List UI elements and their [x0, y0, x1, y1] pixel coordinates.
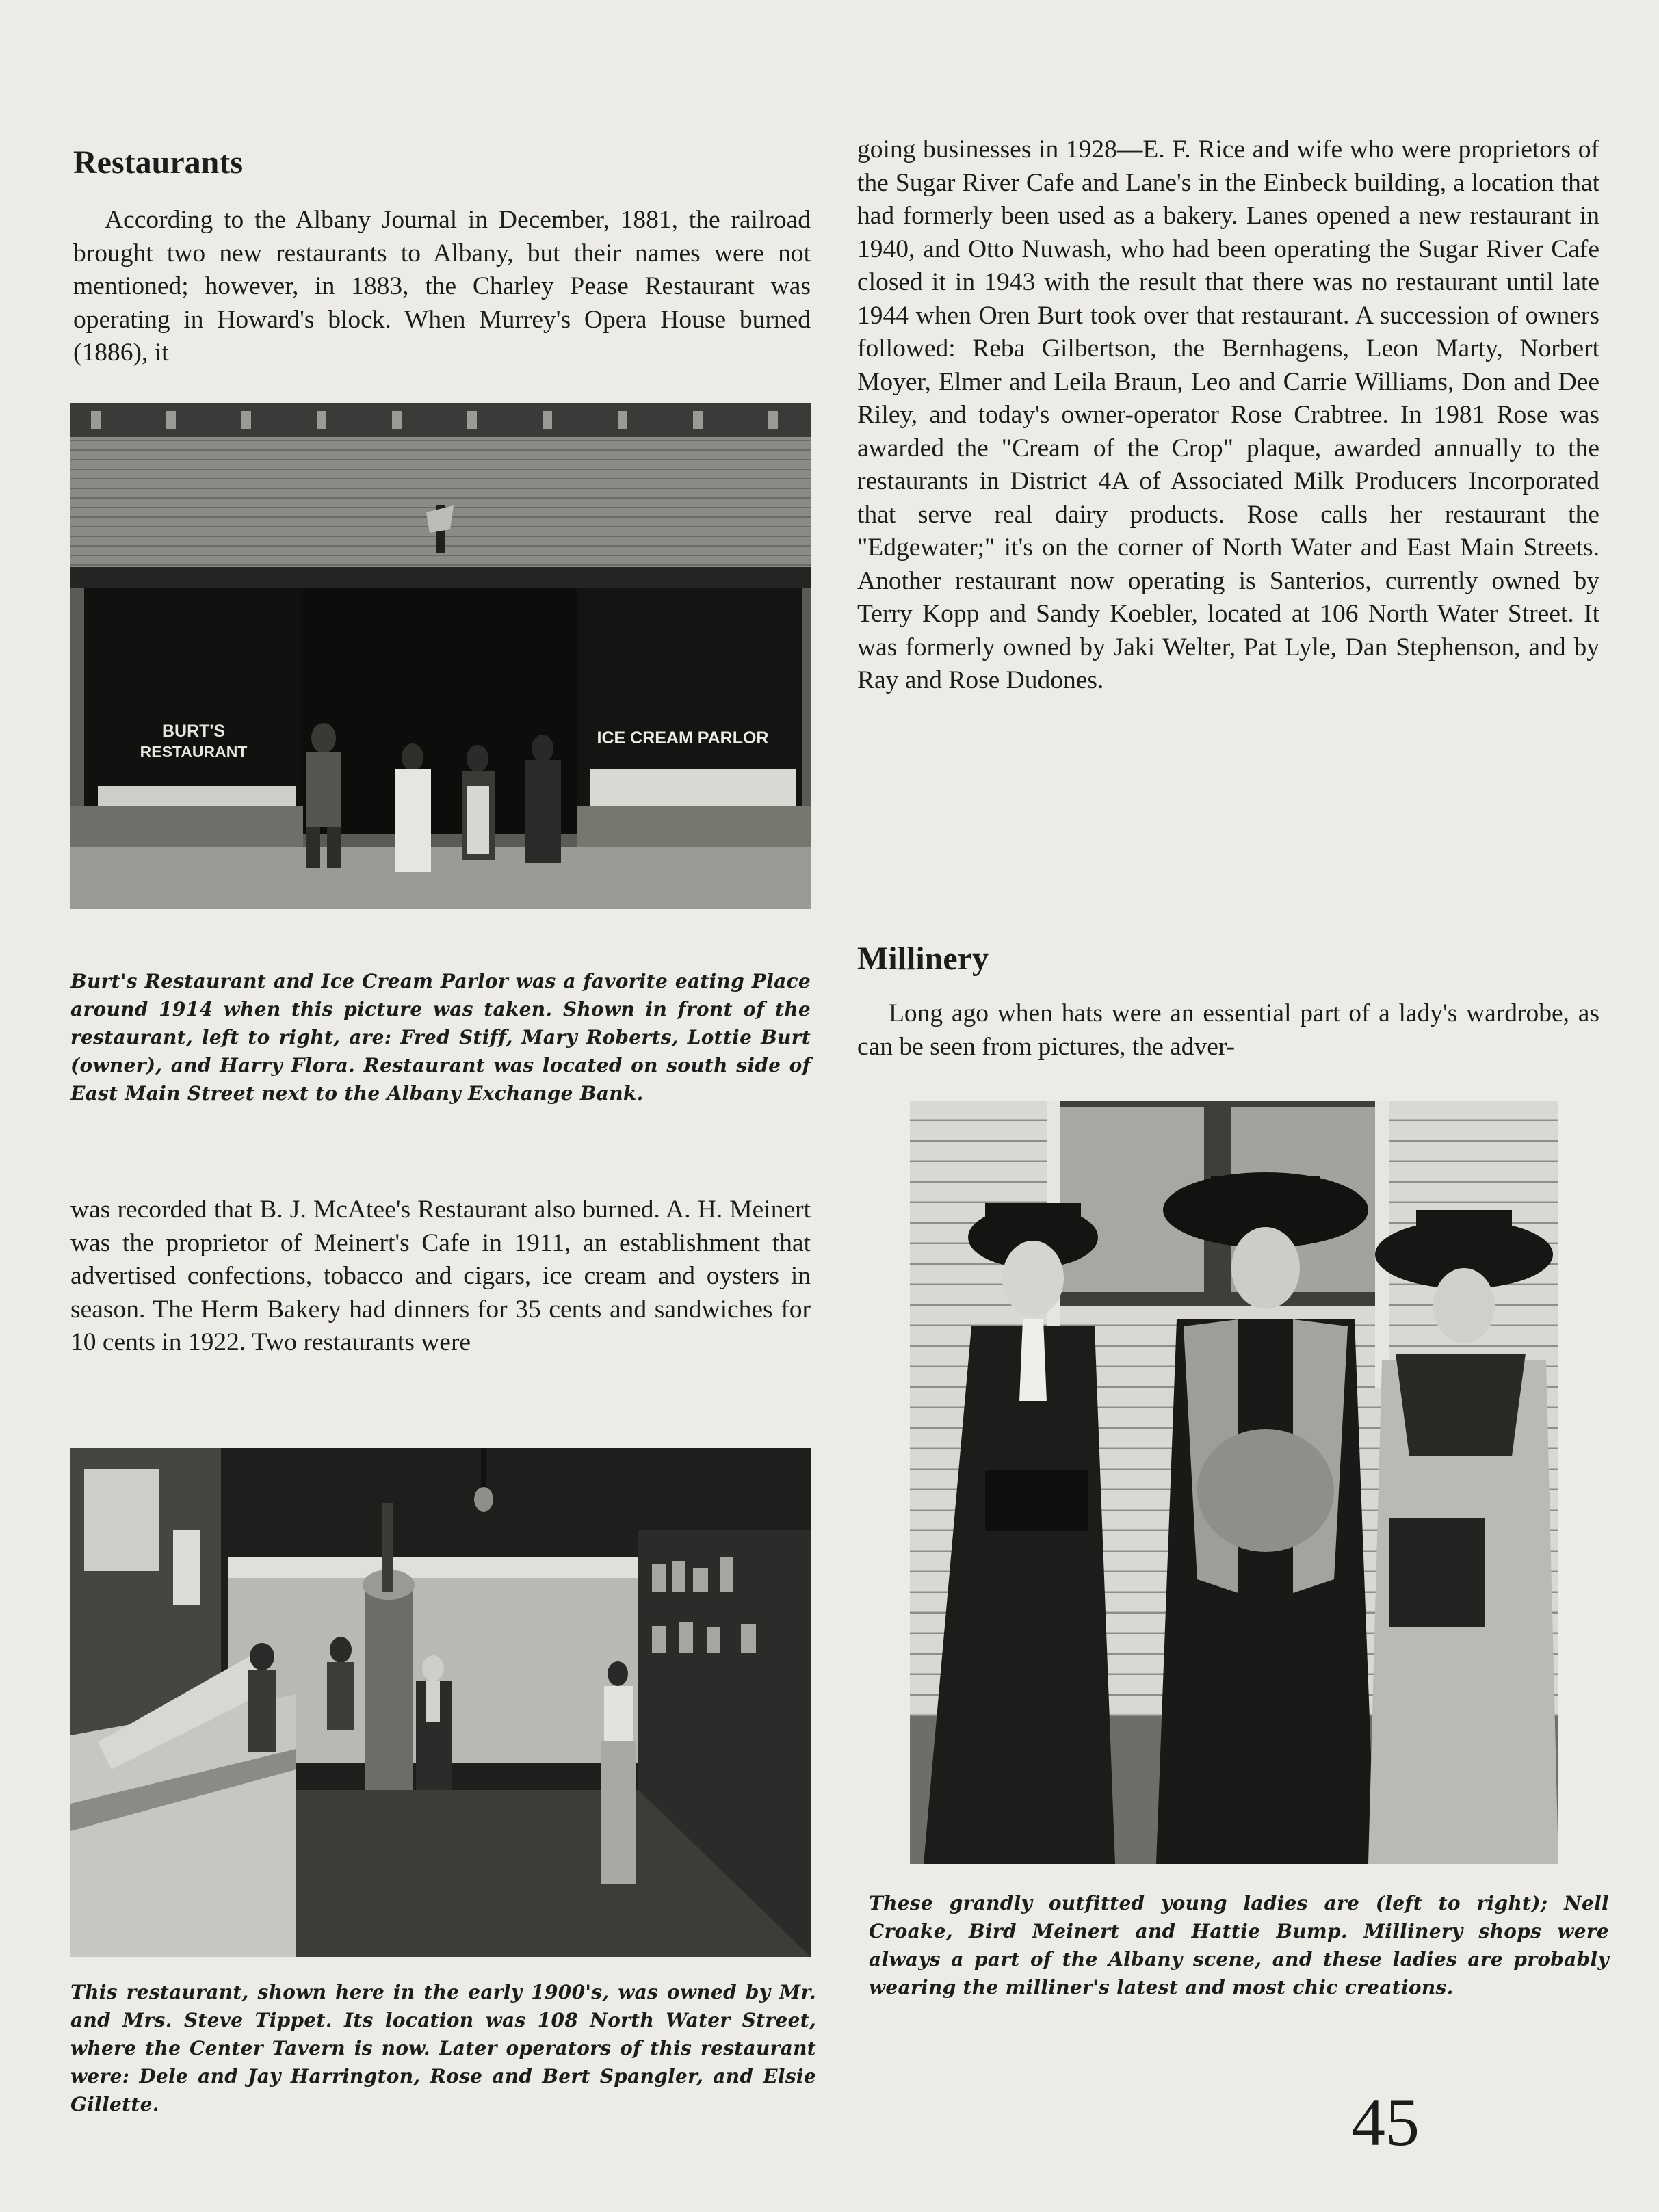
page-number: 45 [1351, 2084, 1420, 2160]
caption-tippet-restaurant: This restaurant, shown here in the early 1900's, was owned by Mr. and Mrs. Steve Tippet. Its location was 108 North Water Street, where the Center Tavern is now. Later operators of this restaurant were: Dele and Jay Harrington, Rose and Bert Spangler, and Elsie Gillette. [70, 1981, 816, 2116]
photo-tippet-restaurant-interior [70, 1448, 811, 1957]
photo-three-ladies-hats [910, 1101, 1558, 1864]
section-heading-millinery: Millinery [857, 940, 989, 977]
sign-burts-restaurant-line2: RESTAURANT [140, 743, 248, 761]
photo-burts-restaurant [70, 403, 811, 909]
section-heading-restaurants: Restaurants [73, 144, 243, 181]
restaurants-paragraph-2: was recorded that B. J. McAtee's Restaurant also burned. A. H. Meinert was the proprietor of Meinert's Cafe in 1911, an establishment that advertised confections, tobacco and cigars, ice cream and oysters in season. The Herm Bakery had dinners for 35 cents and sandwiches for 10 cents in 1922. Two restaurants were [70, 1196, 811, 1356]
millinery-paragraph-1: Long ago when hats were an essential part of a lady's wardrobe, as can be seen from pictures, the adver- [857, 999, 1599, 1061]
caption-three-ladies: These grandly outfitted young ladies are (left to right); Nell Croake, Bird Meinert and Hattie Bump. Millinery shops were always a part of the Albany scene, and these ladies are probably wearing the milliner's latest and most chic creations. [869, 1892, 1609, 1999]
sign-ice-cream-parlor: ICE CREAM PARLOR [597, 728, 769, 748]
sign-burts-restaurant: BURT'S [161, 722, 226, 741]
restaurants-paragraph-1: According to the Albany Journal in December, 1881, the railroad brought two new restaurants to Albany, but their names were not mentioned; however, in 1883, the Charley Pease Restaurant was operating in Howard's block. When Murrey's Opera House burned (1886), it [73, 206, 811, 367]
photo-burts-restaurant-image [70, 403, 811, 909]
photo-three-ladies-hats-image [910, 1101, 1558, 1864]
restaurants-paragraph-continued: going businesses in 1928—E. F. Rice and wife who were proprietors of the Sugar River Cafe and Lane's in the Einbeck building, a location that had formerly been used as a bakery. Lanes opened a new restaurant in 1940, and Otto Nuwash, who had been operating the Sugar River Cafe closed it in 1943 with the result that there was no restaurant until late 1944 when Oren Burt took over that restaurant. A succession of owners followed: Reba Gilbertson, the Bernhagens, Leon Marty, Norbert Moyer, Elmer and Leila Braun, Leo and Carrie Williams, Don and Dee Riley, and today's owner-operator Rose Crabtree. In 1981 Rose was awarded the "Cream of the Crop" plaque, awarded annually to the restaurants in District 4A of Associated Milk Producers Incorporated that serve real dairy products. Rose calls her restaurant the "Edgewater;" it's on the corner of North Water and East Main Streets. Another restaurant now operating is Santerios, currently owned by Terry Kopp and Sandy Koebler, located at 106 North Water Street. It was formerly owned by Jaki Welter, Pat Lyle, Dan Stephenson, and by Ray and Rose Dudones. [857, 135, 1599, 694]
photo-tippet-restaurant-interior-image [70, 1448, 811, 1957]
caption-burts-restaurant: Burt's Restaurant and Ice Cream Parlor was a favorite eating Place around 1914 when this picture was taken. Shown in front of the restaurant, left to right, are: Fred Stiff, Mary Roberts, Lottie Burt (owner), and Harry Flora. Restaurant was located on south side of East Main Street next to the Albany Exchange Bank. [70, 970, 811, 1105]
